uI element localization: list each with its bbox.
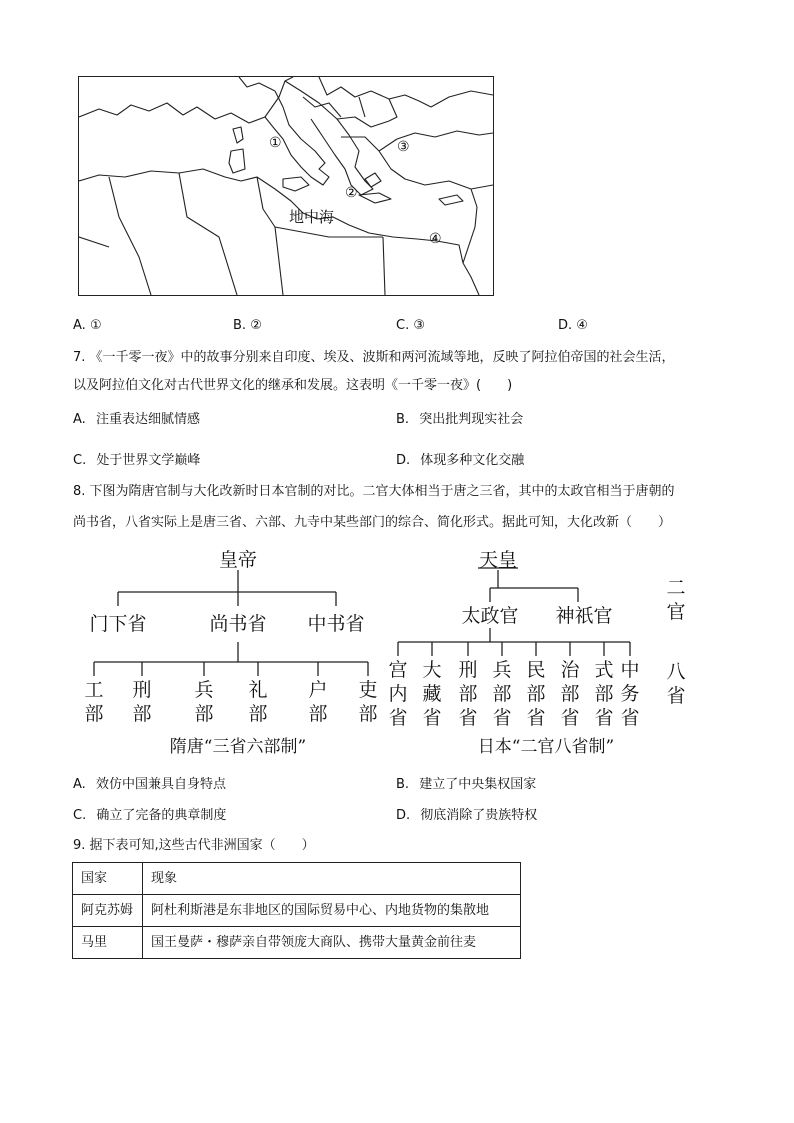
map-marker-3: ③ xyxy=(397,139,410,155)
table-header-row xyxy=(73,863,521,895)
option-letter: B. xyxy=(233,318,247,333)
table-cell: 阿克苏姆 xyxy=(73,895,143,927)
map-marker-4: ④ xyxy=(429,231,442,247)
option-text: 注重表达细腻情感 xyxy=(95,412,200,427)
option-letter: A. xyxy=(73,412,86,427)
chart-left-level2-2: 中书省 xyxy=(307,613,365,635)
option-letter: B. xyxy=(396,412,410,427)
chart-drawing xyxy=(72,544,702,766)
chart-side-label-bottom: 八省 xyxy=(666,661,686,707)
option-letter: C. xyxy=(73,808,87,823)
q8-stem-line2: 尚书省，八省实际上是唐三省、六部、九寺中某些部门的综合、简化形式。据此可知，大化改新（ ） xyxy=(73,515,672,530)
chart-right-level2-0: 太政官 xyxy=(461,605,519,627)
table-header-cell: 国家 xyxy=(73,863,143,895)
option-letter: D. xyxy=(396,453,411,468)
q6-option-c[interactable] xyxy=(396,316,425,336)
chart-left-leaf-1: 刑部 xyxy=(132,679,152,725)
chart-left-leaf-5: 吏部 xyxy=(358,679,378,725)
q7-stem-line2: 以及阿拉伯文化对古代世界文化的继承和发展。这表明《一千零一夜》( ) xyxy=(73,378,513,393)
q7-option-b[interactable] xyxy=(396,410,523,430)
option-letter: C. xyxy=(73,453,87,468)
option-text: 处于世界文学巅峰 xyxy=(96,453,201,468)
q7-stem-line1: 7. 《一千零一夜》中的故事分别来自印度、埃及、波斯和两河流域等地，反映了阿拉伯帝国的社会生活， xyxy=(73,350,675,365)
map-drawing xyxy=(79,77,493,295)
table-cell: 马里 xyxy=(73,927,143,959)
option-letter: D. xyxy=(558,318,573,333)
chart-right-root: 天皇 xyxy=(478,549,518,571)
chart-right-leaf-3: 兵部省 xyxy=(492,659,512,729)
map-marker-2: ② xyxy=(345,185,358,201)
map-marker-1: ① xyxy=(269,135,282,151)
option-text: ① xyxy=(89,318,102,333)
option-text: 建立了中央集权国家 xyxy=(419,777,537,792)
q9-table xyxy=(72,862,521,959)
chart-right-caption: 日本“二官八省制” xyxy=(477,737,615,757)
q8-stem-line1: 8. 下图为隋唐官制与大化改新时日本官制的对比。二官大体相当于唐之三省，其中的太政官相当于唐朝的 xyxy=(73,484,675,499)
q8-option-b[interactable] xyxy=(396,775,536,795)
map-sea-label: 地中海 xyxy=(289,208,335,226)
chart-left-level2-1: 尚书省 xyxy=(209,613,267,635)
chart-left-root: 皇帝 xyxy=(218,549,258,571)
table-row xyxy=(73,895,521,927)
option-letter: D. xyxy=(396,808,411,823)
q8-option-d[interactable] xyxy=(396,806,537,826)
chart-right-leaf-1: 大藏省 xyxy=(422,659,442,729)
chart-right-leaf-7: 中务省 xyxy=(620,659,640,729)
option-text: 突出批判现实社会 xyxy=(419,412,524,427)
option-text: ② xyxy=(250,318,262,333)
chart-right-level2-1: 神祇官 xyxy=(555,605,613,627)
q9-stem: 9. 据下表可知,这些古代非洲国家（ ） xyxy=(73,838,315,853)
chart-right-leaf-6: 式部省 xyxy=(594,659,614,729)
q6-option-d[interactable] xyxy=(558,316,588,336)
option-text: 彻底消除了贵族特权 xyxy=(420,808,538,823)
q6-option-a[interactable] xyxy=(73,316,102,336)
chart-right-leaf-0: 宫内省 xyxy=(388,659,408,729)
option-text: ④ xyxy=(576,318,588,333)
chart-right-leaf-4: 民部省 xyxy=(526,659,546,729)
option-text: 确立了完备的典章制度 xyxy=(96,808,227,823)
option-letter: C. xyxy=(396,318,410,333)
chart-left-level2-0: 门下省 xyxy=(89,613,147,635)
option-text: ③ xyxy=(413,318,426,333)
table-header-cell: 现象 xyxy=(143,863,521,895)
chart-left-leaf-3: 礼部 xyxy=(248,679,268,725)
q6-option-b[interactable] xyxy=(233,316,262,336)
option-text: 效仿中国兼具自身特点 xyxy=(95,777,226,792)
chart-right-leaf-2: 刑部省 xyxy=(458,659,478,729)
chart-left-caption: 隋唐“三省六部制” xyxy=(169,737,307,757)
government-structure-chart xyxy=(72,544,702,766)
option-letter: A. xyxy=(73,777,86,792)
option-letter: A. xyxy=(73,318,86,333)
chart-left-leaf-2: 兵部 xyxy=(194,679,214,725)
q7-option-d[interactable] xyxy=(396,451,524,471)
table-cell: 阿杜利斯港是东非地区的国际贸易中心、内地货物的集散地 xyxy=(143,895,521,927)
q8-option-a[interactable] xyxy=(73,775,226,795)
chart-left-leaf-4: 户部 xyxy=(308,679,328,725)
mediterranean-map xyxy=(78,76,494,296)
table-cell: 国王曼萨・穆萨亲自带领庞大商队、携带大量黄金前往麦 xyxy=(143,927,521,959)
chart-right-leaf-5: 治部省 xyxy=(560,659,580,729)
chart-side-label-top: 二官 xyxy=(666,577,686,623)
option-text: 体现多种文化交融 xyxy=(420,453,525,468)
q7-option-c[interactable] xyxy=(73,451,200,471)
q7-option-a[interactable] xyxy=(73,410,200,430)
option-letter: B. xyxy=(396,777,410,792)
q8-option-c[interactable] xyxy=(73,806,226,826)
chart-left-leaf-0: 工部 xyxy=(84,679,104,725)
table-row xyxy=(73,927,521,959)
